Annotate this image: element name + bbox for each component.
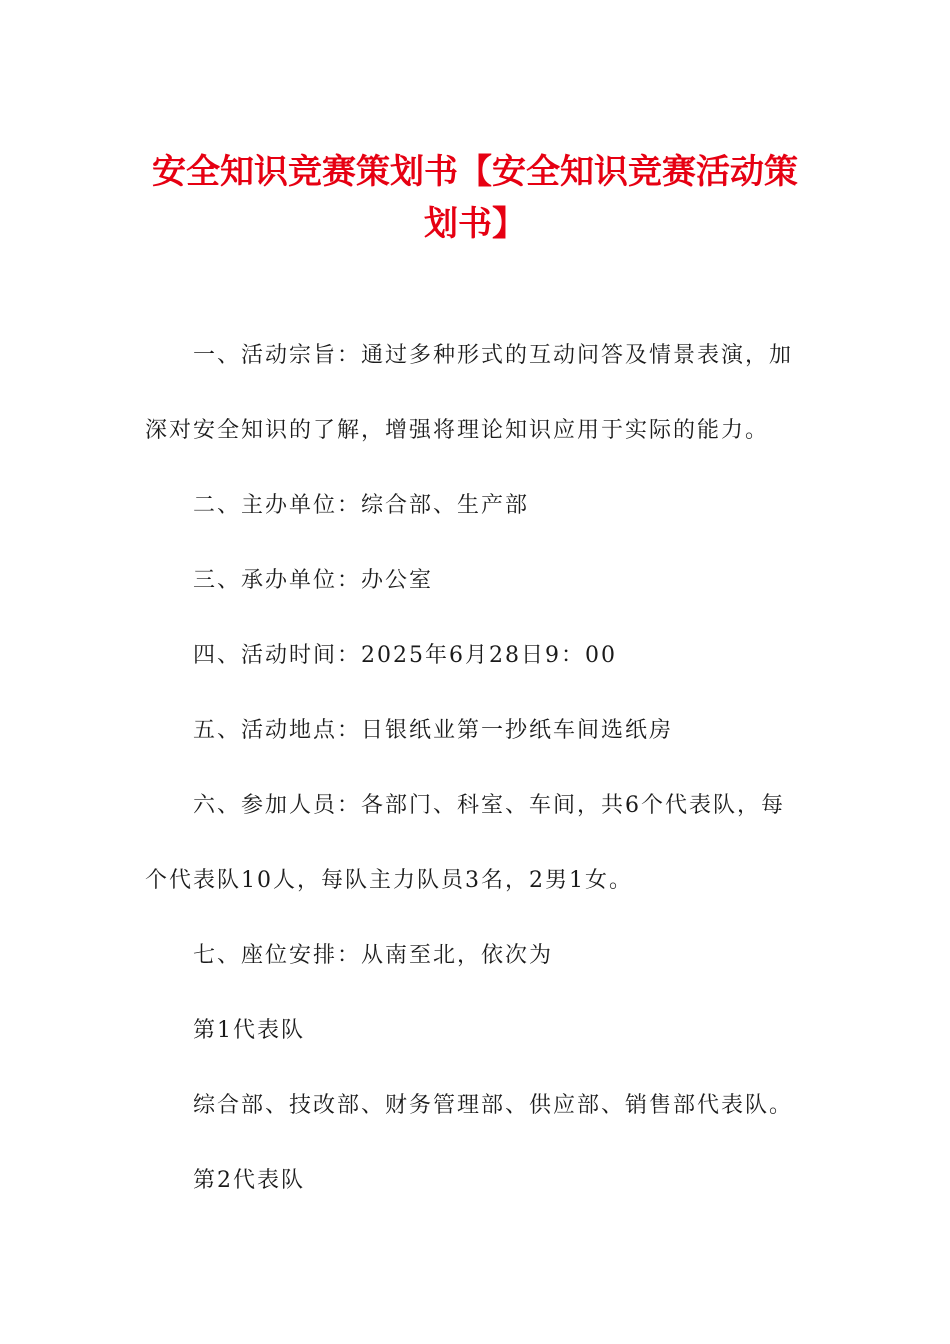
paragraph-location: 五、活动地点：日银纸业第一抄纸车间选纸房: [193, 718, 674, 743]
paragraph-team-1-members: 综合部、技改部、财务管理部、供应部、销售部代表队。: [193, 1093, 794, 1118]
paragraph-team-1: 第1代表队: [193, 1018, 305, 1043]
paragraph-seating: 七、座位安排：从南至北，依次为: [193, 943, 554, 968]
paragraph-organizer: 三、承办单位：办公室: [193, 568, 434, 593]
paragraph-host: 二、主办单位：综合部、生产部: [193, 493, 530, 518]
paragraph-purpose: 一、活动宗旨：通过多种形式的互动问答及情景表演，加深对安全知识的了解，增强将理论知识应用于实际的能力。: [145, 343, 794, 443]
paragraph-time: 四、活动时间：2025年6月28日9：00: [193, 643, 617, 668]
document-title: 安全知识竞赛策划书【安全知识竞赛活动策划书】: [152, 152, 798, 244]
paragraph-team-2: 第2代表队: [193, 1168, 305, 1193]
document-body: [145, 318, 805, 1218]
paragraph-participants: 六、参加人员：各部门、科室、车间，共6个代表队，每个代表队10人，每队主力队员3名，2男1女。: [145, 793, 785, 893]
